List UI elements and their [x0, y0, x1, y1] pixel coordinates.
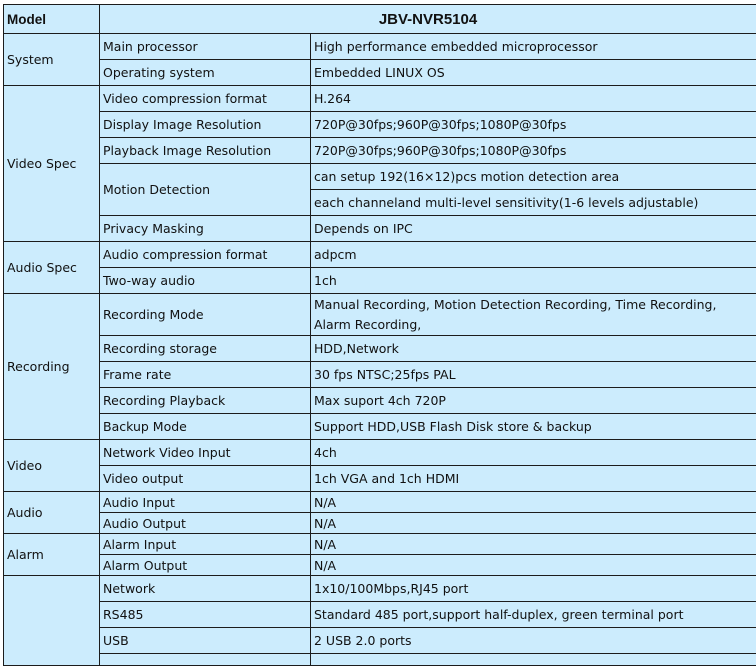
table-row	[4, 534, 756, 555]
category-cell: Audio	[4, 492, 100, 534]
table-row	[4, 336, 756, 362]
value-cell: High performance embedded microprocessor	[311, 34, 756, 60]
category-cell: Audio Spec	[4, 242, 100, 294]
value-cell: 4ch	[311, 440, 756, 466]
category-cell: Video	[4, 440, 100, 492]
item-cell: Audio Output	[100, 513, 311, 534]
item-cell: Display Image Resolution	[100, 112, 311, 138]
value-cell: 1ch	[311, 268, 756, 294]
table-row	[4, 654, 756, 666]
table-row	[4, 602, 756, 628]
value-cell: 2 USB 2.0 ports	[311, 628, 756, 654]
value-cell: 1x10/100Mbps,RJ45 port	[311, 576, 756, 602]
value-cell: Manual Recording, Motion Detection Recording, Time Recording, Alarm Recording,	[311, 294, 756, 336]
item-cell: Operating system	[100, 60, 311, 86]
value-cell: adpcm	[311, 242, 756, 268]
table-row	[4, 466, 756, 492]
item-cell: USB	[100, 628, 311, 654]
value-cell: Standard 485 port,support half-duplex, green terminal port	[311, 602, 756, 628]
table-row	[4, 268, 756, 294]
item-cell: Recording Playback	[100, 388, 311, 414]
item-cell: Playback Image Resolution	[100, 138, 311, 164]
category-cell: System	[4, 34, 100, 86]
item-cell: Video compression format	[100, 86, 311, 112]
table-row	[4, 138, 756, 164]
spec-table	[3, 4, 756, 666]
value-cell: Depends on IPC	[311, 216, 756, 242]
value-cell: 720P@30fps;960P@30fps;1080P@30fps	[311, 138, 756, 164]
model-label: Model	[4, 5, 100, 34]
value-cell: 30 fps NTSC;25fps PAL	[311, 362, 756, 388]
value-cell: HDD,Network	[311, 336, 756, 362]
item-cell: Two-way audio	[100, 268, 311, 294]
model-value: JBV-NVR5104	[100, 5, 756, 34]
value-cell: N/A	[311, 492, 756, 513]
table-row	[4, 555, 756, 576]
item-cell: Network	[100, 576, 311, 602]
value-cell: 1ch VGA and 1ch HDMI	[311, 466, 756, 492]
item-cell: Backup Mode	[100, 414, 311, 440]
value-cell: H.264	[311, 86, 756, 112]
header-row	[4, 5, 756, 34]
table-row	[4, 294, 756, 336]
item-cell: Privacy Masking	[100, 216, 311, 242]
table-row	[4, 440, 756, 466]
item-cell: Network Video Input	[100, 440, 311, 466]
table-row	[4, 492, 756, 513]
item-cell	[100, 654, 311, 666]
table-row	[4, 628, 756, 654]
item-cell: Audio compression format	[100, 242, 311, 268]
item-cell: Motion Detection	[100, 164, 311, 216]
item-cell: RS485	[100, 602, 311, 628]
value-cell: Support HDD,USB Flash Disk store & backup	[311, 414, 756, 440]
item-cell: Audio Input	[100, 492, 311, 513]
table-row	[4, 34, 756, 60]
table-row	[4, 388, 756, 414]
value-cell	[311, 654, 756, 666]
item-cell: Frame rate	[100, 362, 311, 388]
table-row	[4, 60, 756, 86]
value-cell: can setup 192(16×12)pcs motion detection area	[311, 164, 756, 190]
category-cell	[4, 576, 100, 666]
table-row	[4, 362, 756, 388]
table-row	[4, 242, 756, 268]
table-row	[4, 164, 756, 190]
table-row	[4, 112, 756, 138]
item-cell: Recording Mode	[100, 294, 311, 336]
value-cell: N/A	[311, 534, 756, 555]
item-cell: Video output	[100, 466, 311, 492]
table-row	[4, 513, 756, 534]
value-cell: Max suport 4ch 720P	[311, 388, 756, 414]
category-cell: Recording	[4, 294, 100, 440]
table-row	[4, 576, 756, 602]
category-cell: Video Spec	[4, 86, 100, 242]
item-cell: Recording storage	[100, 336, 311, 362]
value-cell: Embedded LINUX OS	[311, 60, 756, 86]
table-row	[4, 414, 756, 440]
value-cell: each channeland multi-level sensitivity(1-6 levels adjustable)	[311, 190, 756, 216]
value-cell: 720P@30fps;960P@30fps;1080P@30fps	[311, 112, 756, 138]
category-cell: Alarm	[4, 534, 100, 576]
item-cell: Main processor	[100, 34, 311, 60]
table-row	[4, 86, 756, 112]
item-cell: Alarm Input	[100, 534, 311, 555]
value-cell: N/A	[311, 513, 756, 534]
table-row	[4, 216, 756, 242]
value-cell: N/A	[311, 555, 756, 576]
item-cell: Alarm Output	[100, 555, 311, 576]
